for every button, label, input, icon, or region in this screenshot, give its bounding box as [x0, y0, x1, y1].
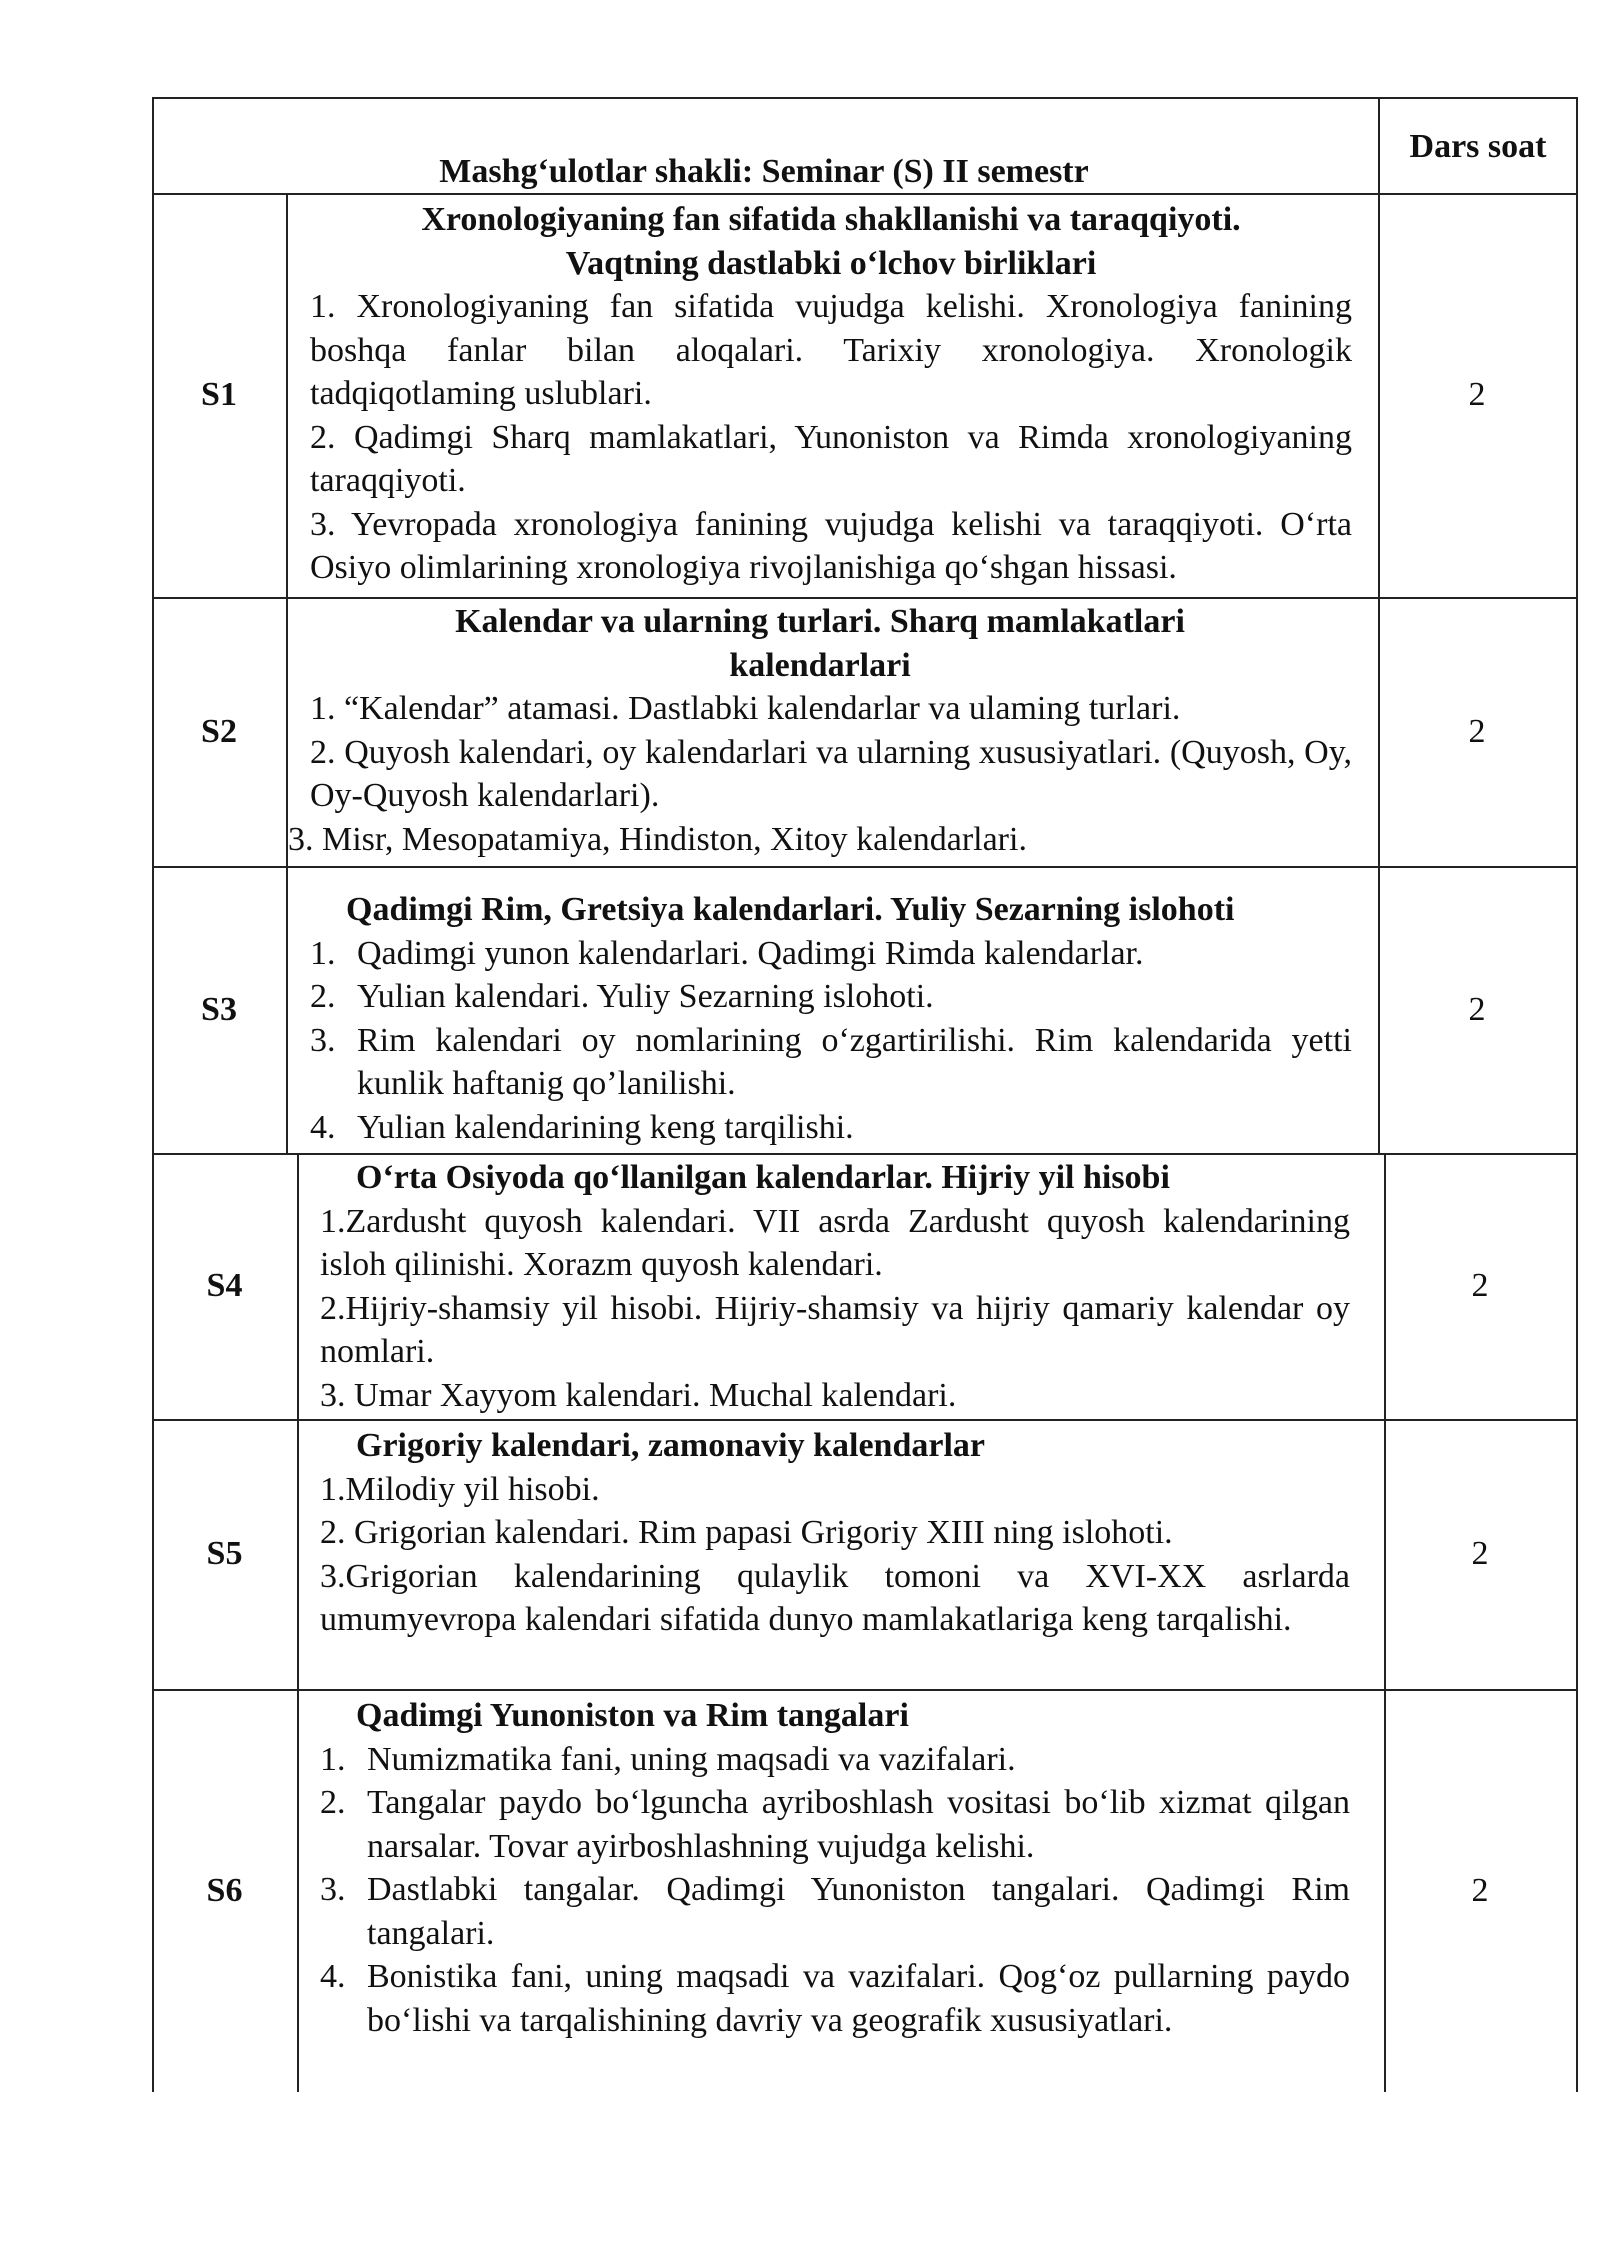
table-header-hours: Dars soat: [1409, 128, 1547, 165]
list-item: 1.Zardusht quyosh kalendari. VII asrda Zardusht quyosh kalendarining isloh qilinishi. Xorazm quyosh kalendari.: [320, 1202, 1350, 1283]
session-title: kalendarlari: [729, 646, 911, 684]
session-title: Grigoriy kalendari, zamonaviy kalendarlar: [356, 1427, 985, 1464]
session-hours: 2: [1471, 1871, 1489, 1909]
session-hours: 2: [1471, 1267, 1489, 1304]
session-title: Qadimgi Yunoniston va Rim tangalari: [356, 1697, 909, 1734]
list-item: 2. Yulian kalendari. Yuliy Sezarning islohoti.: [310, 978, 934, 1015]
list-item: 1. Qadimgi yunon kalendarlari. Qadimgi Rimda kalendarlar.: [310, 934, 1144, 972]
list-item: 3. Yevropada xronologiya fanining vujudga kelishi va taraqqiyoti. O‘rta Osiyo olimlarining xronologiya rivojlanishiga qo‘shgan hissasi.: [310, 505, 1352, 586]
list-item: 3. Dastlabki tangalar. Qadimgi Yunoniston tangalari. Qadimgi Rim tangalari.: [320, 1871, 1350, 1952]
session-code: S3: [201, 990, 237, 1028]
session-content: [310, 198, 1352, 596]
list-item: 2. Qadimgi Sharq mamlakatlari, Yunoniston va Rimda xronologiyaning taraqqiyoti.: [310, 418, 1352, 499]
session-code: S2: [201, 712, 237, 750]
list-item: 4. Bonistika fani, uning maqsadi va vazifalari. Qog‘oz pullarning paydo bo‘lishi va tarqalishining davriy va geografik xususiyatlari.: [320, 1958, 1350, 2039]
session-content: [320, 1424, 1350, 1688]
session-content: [320, 1156, 1350, 1418]
list-item: 3. Rim kalendari oy nomlarining o‘zgartirilishi. Rim kalendarida yetti kunlik haftanig qo’lanilishi.: [310, 1021, 1352, 1102]
session-title: Kalendar va ularning turlari. Sharq mamlakatlari: [455, 603, 1185, 640]
session-content: [288, 600, 1352, 865]
session-title: Xronologiyaning fan sifatida shakllanishi va taraqqiyoti.: [421, 201, 1241, 238]
list-item: 1. Numizmatika fani, uning maqsadi va vazifalari.: [320, 1740, 1016, 1778]
list-item: 2. Grigorian kalendari. Rim papasi Grigoriy XIII ning islohoti.: [320, 1514, 1173, 1551]
session-hours: 2: [1468, 376, 1486, 413]
session-hours: 2: [1471, 1535, 1489, 1572]
session-hours: 2: [1468, 712, 1486, 750]
session-code: S4: [206, 1267, 243, 1304]
list-item: 3.Grigorian kalendarining qulaylik tomoni va XVI-XX asrlarda umumyevropa kalendari sifatida dunyo mamlakatlariga keng tarqalishi.: [320, 1557, 1350, 1638]
session-content: [310, 888, 1352, 1152]
list-item: 4. Yulian kalendarining keng tarqilishi.: [310, 1108, 854, 1146]
list-item: 3. Umar Xayyom kalendari. Muchal kalendari.: [320, 1376, 957, 1414]
list-item: 2. Quyosh kalendari, oy kalendarlari va ularning xususiyatlari. (Quyosh, Oy, Oy-Quyosh kalendarlari).: [310, 733, 1352, 814]
list-item: 2. Tangalar paydo bo‘lguncha ayriboshlash vositasi bo‘lib xizmat qilgan narsalar. Tovar ayirboshlashning vujudga kelishi.: [320, 1784, 1350, 1865]
session-title: Qadimgi Rim, Gretsiya kalendarlari. Yuliy Sezarning islohoti: [346, 891, 1235, 928]
table-header-title: Mashg‘ulotlar shakli: Seminar (S) II semestr: [439, 153, 1089, 190]
session-title: Vaqtning dastlabki o‘lchov birliklari: [565, 244, 1097, 282]
session-title: O‘rta Osiyoda qo‘llanilgan kalendarlar. Hijriy yil hisobi: [356, 1159, 1170, 1196]
list-item: 3. Misr, Mesopatamiya, Hindiston, Xitoy kalendarlari.: [288, 820, 1027, 858]
list-item: 1. “Kalendar” atamasi. Dastlabki kalendarlar va ulaming turlari.: [310, 690, 1181, 727]
list-item: 1. Xronologiyaning fan sifatida vujudga kelishi. Xronologiya fanining boshqa fanlar bilan aloqalari. Tarixiy xronologiya. Xronologik tadqiqotlaming uslublari.: [310, 288, 1352, 412]
session-content: [320, 1694, 1350, 2092]
session-code: S5: [206, 1535, 243, 1572]
list-item: 2.Hijriy-shamsiy yil hisobi. Hijriy-shamsiy va hijriy qamariy kalendar oy nomlari.: [320, 1289, 1350, 1370]
list-item: 1.Milodiy yil hisobi.: [320, 1470, 600, 1508]
session-hours: 2: [1468, 990, 1486, 1028]
session-code: S1: [201, 376, 237, 413]
session-code: S6: [206, 1871, 243, 1909]
